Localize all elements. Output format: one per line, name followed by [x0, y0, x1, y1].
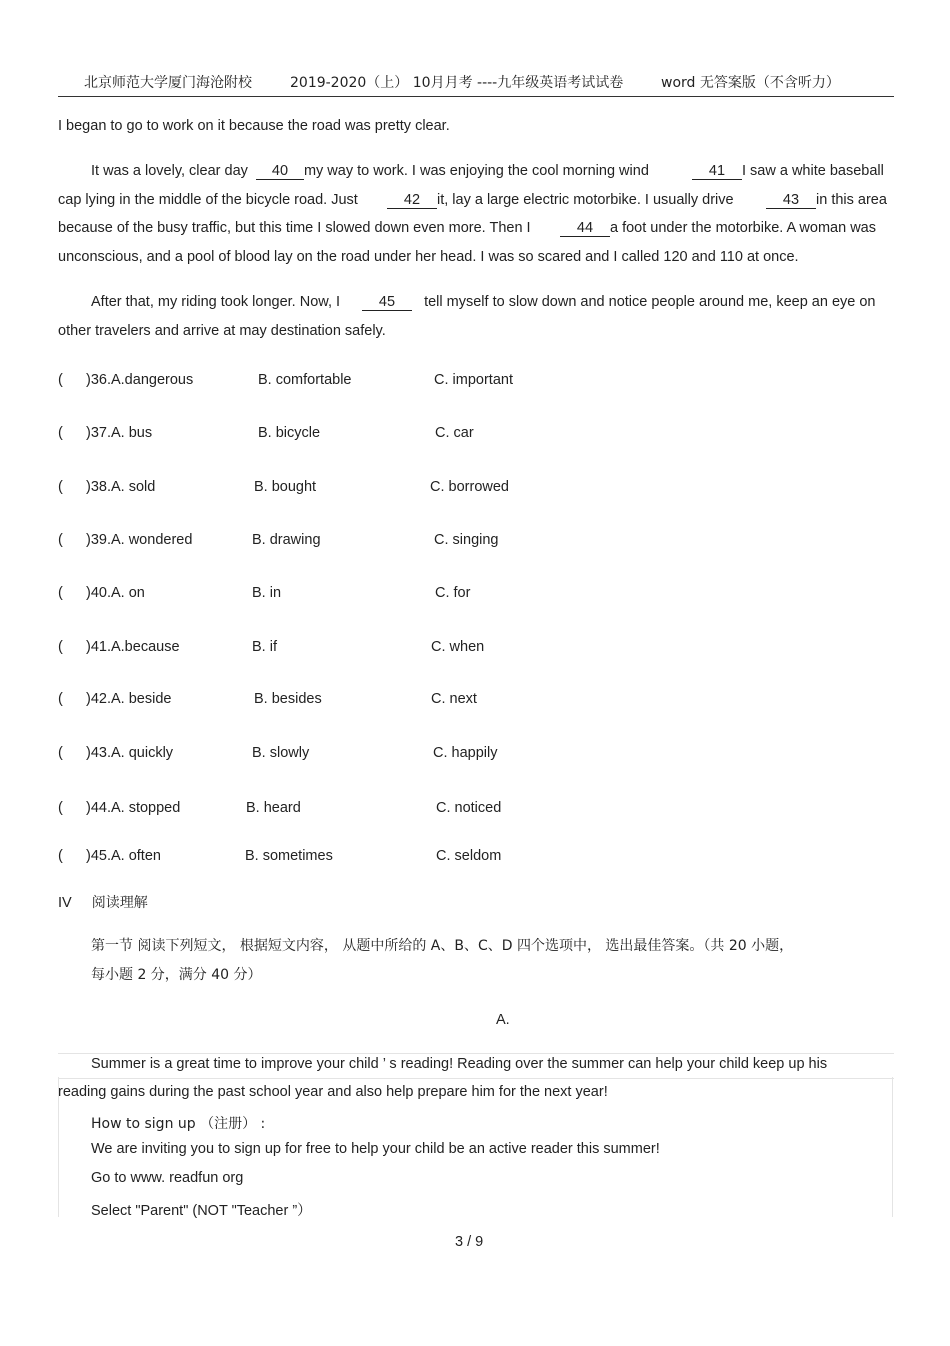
- option-c: C. when: [431, 639, 485, 655]
- option-b: B. heard: [246, 800, 301, 816]
- blank-45: 45: [362, 295, 412, 311]
- question-stem: )36.A.dangerous: [86, 372, 194, 388]
- passage-text: [91, 294, 340, 310]
- answer-paren: (: [58, 585, 63, 601]
- option-c: C. singing: [434, 532, 499, 548]
- passage-text-segment: in this area: [816, 192, 887, 208]
- option-c: C. next: [431, 691, 477, 707]
- passage-text-segment: tell myself to slow down and notice people around me, keep an eye on: [424, 294, 876, 310]
- option-b: B. bicycle: [258, 425, 321, 441]
- option-c: C. happily: [433, 745, 498, 761]
- header-version: word 无答案版（不含听力）: [661, 75, 840, 91]
- section-instructions: 每小题 2 分，满分 40 分）: [91, 967, 262, 983]
- question-row: [0, 585, 950, 605]
- question-row: [0, 532, 950, 552]
- passage-text-segment: because of the busy traffic, but this time I slowed down even more. Then I: [58, 220, 531, 236]
- option-b: B. if: [252, 639, 277, 655]
- passage-text: [387, 192, 734, 209]
- passage-line: I began to go to work on it because the road was pretty clear.: [58, 118, 450, 134]
- answer-paren: (: [58, 800, 63, 816]
- question-stem: )37.A. bus: [86, 425, 153, 441]
- section-title: 阅读理解: [91, 895, 148, 911]
- passage-label: A.: [496, 1012, 510, 1028]
- passage-text: [58, 192, 358, 208]
- section-instructions: 第一节 阅读下列短文， 根据短文内容， 从题中所给的 A、B、C、D 四个选项中， 选出最佳答案。（共 20 小题，: [91, 938, 794, 954]
- option-c: C. borrowed: [430, 479, 509, 495]
- passage-text: other travelers and arrive at may destination safely.: [58, 323, 386, 339]
- answer-paren: (: [58, 639, 63, 655]
- reading-text: How to sign up （注册） :: [91, 1116, 266, 1132]
- option-b: B. sometimes: [245, 848, 333, 864]
- question-row: [0, 800, 950, 820]
- question-row: [0, 691, 950, 711]
- option-c: C. noticed: [436, 800, 502, 816]
- reading-text: reading gains during the past school year and also help prepare him for the next year!: [58, 1084, 608, 1100]
- question-stem: )44.A. stopped: [86, 800, 181, 816]
- passage-text-segment: a foot under the motorbike. A woman was: [610, 220, 876, 236]
- passage-text-segment: After that, my riding took longer. Now, I: [91, 294, 341, 310]
- passage-text: [560, 220, 876, 237]
- page-header: [58, 70, 894, 97]
- passage-text: [692, 163, 884, 180]
- question-row: [0, 372, 950, 392]
- section-number: IV: [58, 895, 72, 911]
- reading-box-border: [892, 1077, 893, 1217]
- passage-text-segment: It was a lovely, clear day: [91, 163, 248, 179]
- question-stem: )43.A. quickly: [86, 745, 174, 761]
- header-school: 北京师范大学厦门海沧附校: [84, 75, 252, 91]
- question-row: [0, 639, 950, 659]
- reading-text: Summer is a great time to improve your child ’ s reading! Reading over the summer can help your child keep up his: [91, 1056, 828, 1072]
- section-heading: [58, 892, 148, 912]
- option-b: B. drawing: [252, 532, 321, 548]
- option-b: B. in: [252, 585, 282, 601]
- question-row: [0, 425, 950, 445]
- answer-paren: (: [58, 425, 63, 441]
- question-stem: )41.A.because: [86, 639, 180, 655]
- answer-paren: (: [58, 372, 63, 388]
- question-stem: )42.A. beside: [86, 691, 172, 707]
- answer-paren: (: [58, 848, 63, 864]
- passage-text-segment: cap lying in the middle of the bicycle road. Just: [58, 192, 358, 208]
- question-stem: )39.A. wondered: [86, 532, 193, 548]
- option-c: C. car: [435, 425, 474, 441]
- question-stem: )45.A. often: [86, 848, 161, 864]
- passage-text-segment: I saw a white baseball: [742, 163, 884, 179]
- blank-44: 44: [560, 221, 610, 237]
- passage-text-segment: it, lay a large electric motorbike. I usually drive: [437, 192, 734, 208]
- question-row: [0, 848, 950, 868]
- question-row: [0, 745, 950, 765]
- answer-paren: (: [58, 745, 63, 761]
- answer-paren: (: [58, 479, 63, 495]
- question-stem: )40.A. on: [86, 585, 145, 601]
- option-b: B. besides: [254, 691, 322, 707]
- header-term: 2019-2020（上） 10月月考 ----九年级英语考试试卷: [290, 75, 624, 91]
- option-c: C. for: [435, 585, 471, 601]
- question-stem: )38.A. sold: [86, 479, 156, 495]
- blank-40: 40: [256, 164, 304, 180]
- passage-text: [58, 220, 531, 236]
- option-c: C. seldom: [436, 848, 502, 864]
- blank-41: 41: [692, 164, 742, 180]
- answer-paren: (: [58, 532, 63, 548]
- passage-text: [362, 294, 875, 311]
- blank-42: 42: [387, 193, 437, 209]
- passage-text-segment: my way to work. I was enjoying the cool morning wind: [303, 163, 649, 179]
- passage-text: unconscious, and a pool of blood lay on the road under her head. I was so scared and I called 120 and 110 at once.: [58, 249, 799, 265]
- page-number: 3 / 9: [455, 1234, 484, 1250]
- option-b: B. comfortable: [258, 372, 352, 388]
- reading-text: Go to www. readfun org: [91, 1170, 244, 1186]
- option-b: B. bought: [254, 479, 317, 495]
- reading-text: We are inviting you to sign up for free to help your child be an active reader this summer!: [91, 1141, 660, 1157]
- question-row: [0, 479, 950, 499]
- passage-text: [766, 192, 887, 209]
- option-c: C. important: [434, 372, 513, 388]
- answer-paren: (: [58, 691, 63, 707]
- option-b: B. slowly: [252, 745, 310, 761]
- blank-43: 43: [766, 193, 816, 209]
- passage-text: [91, 163, 649, 180]
- reading-text: Select "Parent" (NOT "Teacher ”）: [91, 1203, 312, 1219]
